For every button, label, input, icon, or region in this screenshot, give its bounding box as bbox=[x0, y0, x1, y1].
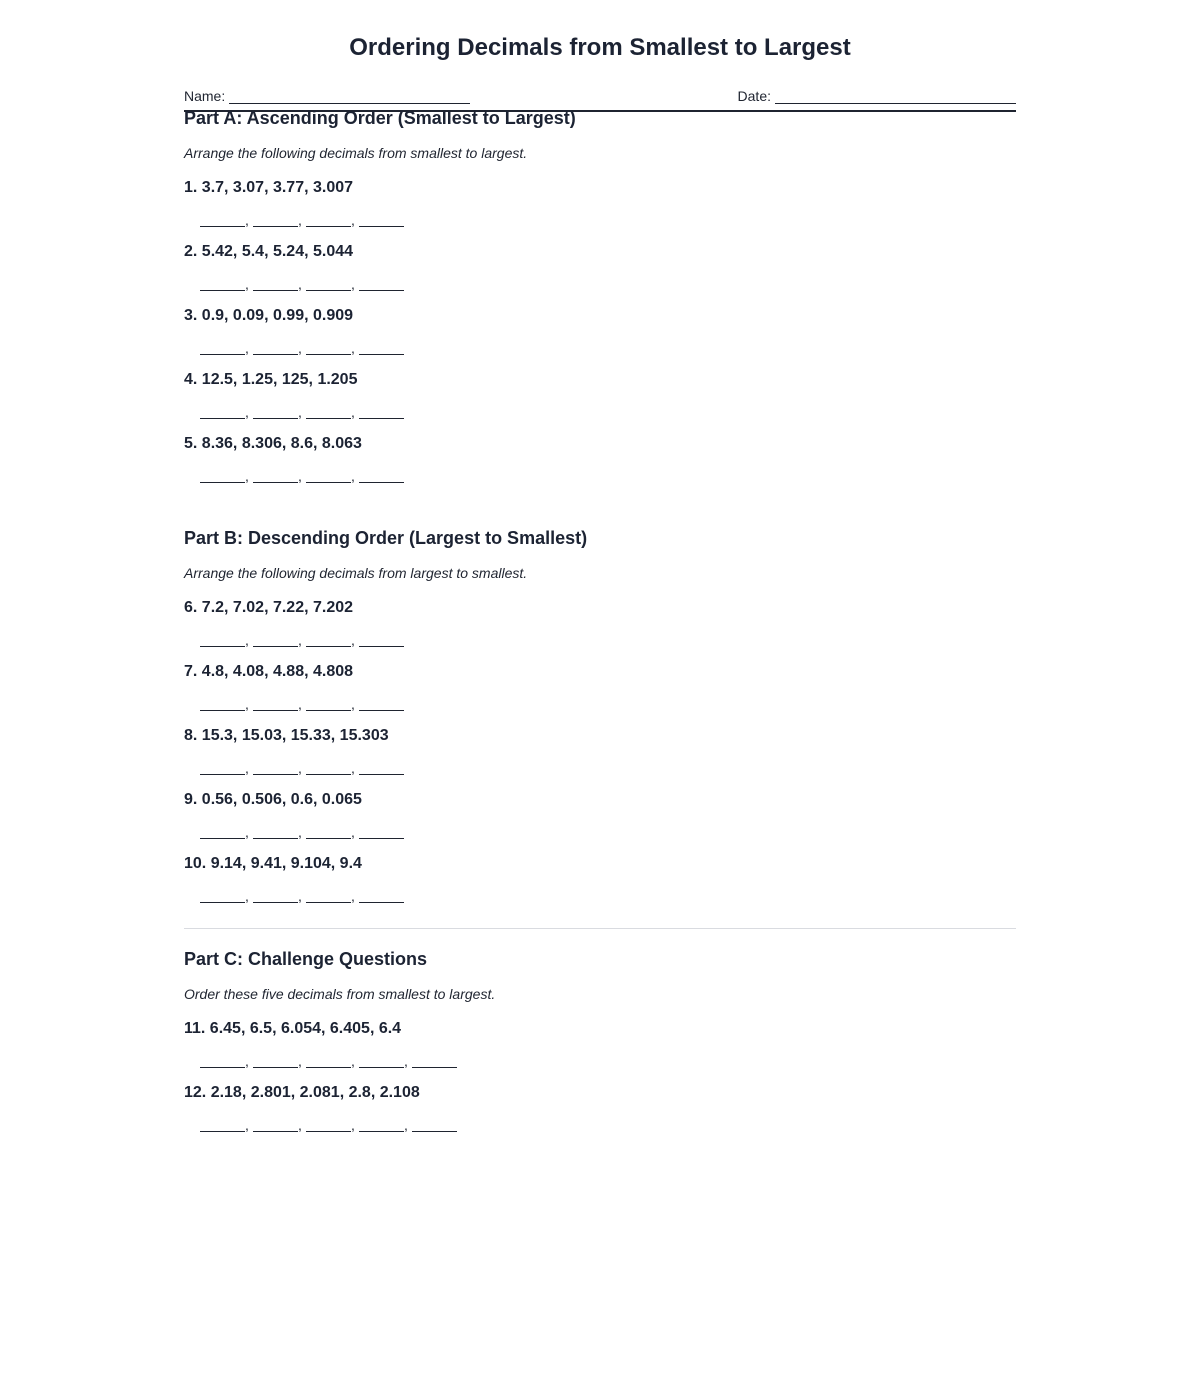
answer-blanks-row bbox=[200, 331, 1016, 355]
answer-blank[interactable] bbox=[200, 824, 245, 839]
section-divider bbox=[184, 928, 1016, 929]
section-part-c bbox=[184, 947, 1016, 1132]
section-title: Part B: Descending Order (Largest to Smallest) bbox=[184, 528, 588, 548]
answer-blank[interactable] bbox=[200, 1117, 245, 1132]
blank-separator: , bbox=[298, 1117, 302, 1133]
answer-blank[interactable] bbox=[253, 824, 298, 839]
answer-blank[interactable] bbox=[306, 824, 351, 839]
answer-blank[interactable] bbox=[306, 696, 351, 711]
blank-separator: , bbox=[351, 824, 355, 840]
question-item bbox=[184, 725, 1016, 775]
answer-blank[interactable] bbox=[359, 760, 404, 775]
answer-blanks-row bbox=[200, 815, 1016, 839]
blank-separator: , bbox=[351, 404, 355, 420]
blank-separator: , bbox=[245, 468, 249, 484]
answer-blank[interactable] bbox=[412, 1053, 457, 1068]
answer-blank[interactable] bbox=[359, 696, 404, 711]
answer-blank[interactable] bbox=[359, 1053, 404, 1068]
question-item bbox=[184, 241, 1016, 291]
blank-separator: , bbox=[351, 1053, 355, 1069]
answer-blank[interactable] bbox=[200, 632, 245, 647]
answer-blank[interactable] bbox=[306, 468, 351, 483]
section-instructions: Arrange the following decimals from smallest to largest. bbox=[184, 145, 528, 161]
question-text: 6. 7.2, 7.02, 7.22, 7.202 bbox=[184, 599, 354, 616]
question-item bbox=[184, 177, 1016, 227]
blank-separator: , bbox=[298, 1053, 302, 1069]
name-blank-line[interactable] bbox=[229, 89, 470, 104]
answer-blank[interactable] bbox=[306, 340, 351, 355]
blank-separator: , bbox=[351, 632, 355, 648]
blank-separator: , bbox=[245, 696, 249, 712]
answer-blanks-row bbox=[200, 267, 1016, 291]
question-item bbox=[184, 1018, 1016, 1068]
answer-blank[interactable] bbox=[200, 696, 245, 711]
answer-blanks-row bbox=[200, 459, 1016, 483]
blank-separator: , bbox=[298, 824, 302, 840]
question-text: 1. 3.7, 3.07, 3.77, 3.007 bbox=[184, 179, 354, 196]
answer-blank[interactable] bbox=[359, 340, 404, 355]
answer-blank[interactable] bbox=[359, 276, 404, 291]
blank-separator: , bbox=[245, 212, 249, 228]
blank-separator: , bbox=[245, 340, 249, 356]
blank-separator: , bbox=[298, 696, 302, 712]
page-title: Ordering Decimals from Smallest to Largest bbox=[349, 34, 851, 61]
blank-separator: , bbox=[298, 404, 302, 420]
blank-separator: , bbox=[298, 340, 302, 356]
answer-blank[interactable] bbox=[253, 1117, 298, 1132]
question-text: 11. 6.45, 6.5, 6.054, 6.405, 6.4 bbox=[184, 1020, 402, 1037]
blank-separator: , bbox=[245, 760, 249, 776]
question-item bbox=[184, 597, 1016, 647]
answer-blank[interactable] bbox=[306, 1053, 351, 1068]
question-text: 7. 4.8, 4.08, 4.88, 4.808 bbox=[184, 663, 354, 680]
question-text: 12. 2.18, 2.801, 2.081, 2.8, 2.108 bbox=[184, 1084, 420, 1101]
blank-separator: , bbox=[298, 468, 302, 484]
blank-separator: , bbox=[245, 1117, 249, 1133]
question-text: 9. 0.56, 0.506, 0.6, 0.065 bbox=[184, 791, 362, 808]
blank-separator: , bbox=[351, 468, 355, 484]
name-label: Name: bbox=[184, 88, 226, 104]
question-item bbox=[184, 853, 1016, 903]
answer-blanks-row bbox=[200, 623, 1016, 647]
answer-blanks-row bbox=[200, 395, 1016, 419]
blank-separator: , bbox=[404, 1053, 408, 1069]
answer-blank[interactable] bbox=[253, 888, 298, 903]
answer-blank[interactable] bbox=[253, 340, 298, 355]
blank-separator: , bbox=[351, 1117, 355, 1133]
answer-blank[interactable] bbox=[253, 696, 298, 711]
blank-separator: , bbox=[351, 696, 355, 712]
answer-blank[interactable] bbox=[253, 404, 298, 419]
question-text: 2. 5.42, 5.4, 5.24, 5.044 bbox=[184, 243, 354, 260]
answer-blank[interactable] bbox=[359, 212, 404, 227]
question-item bbox=[184, 369, 1016, 419]
blank-separator: , bbox=[351, 212, 355, 228]
blank-separator: , bbox=[298, 760, 302, 776]
date-label: Date: bbox=[737, 88, 771, 104]
blank-separator: , bbox=[351, 340, 355, 356]
answer-blank[interactable] bbox=[200, 1053, 245, 1068]
blank-separator: , bbox=[351, 760, 355, 776]
date-field-group bbox=[738, 88, 1016, 104]
blank-separator: , bbox=[298, 888, 302, 904]
blank-separator: , bbox=[245, 888, 249, 904]
answer-blank[interactable] bbox=[253, 468, 298, 483]
blank-separator: , bbox=[245, 632, 249, 648]
name-field-group bbox=[184, 88, 470, 104]
section-part-b bbox=[184, 526, 1016, 903]
answer-blanks-row bbox=[200, 687, 1016, 711]
answer-blank[interactable] bbox=[359, 1117, 404, 1132]
answer-blank[interactable] bbox=[200, 888, 245, 903]
answer-blank[interactable] bbox=[306, 888, 351, 903]
question-text: 3. 0.9, 0.09, 0.99, 0.909 bbox=[184, 307, 354, 324]
answer-blanks-row bbox=[200, 879, 1016, 903]
answer-blank[interactable] bbox=[200, 340, 245, 355]
section-instructions: Arrange the following decimals from largest to smallest. bbox=[184, 565, 528, 581]
blank-separator: , bbox=[351, 888, 355, 904]
answer-blank[interactable] bbox=[253, 632, 298, 647]
answer-blank[interactable] bbox=[253, 212, 298, 227]
answer-blank[interactable] bbox=[359, 468, 404, 483]
blank-separator: , bbox=[245, 824, 249, 840]
answer-blank[interactable] bbox=[306, 1117, 351, 1132]
answer-blank[interactable] bbox=[306, 760, 351, 775]
answer-blank[interactable] bbox=[200, 276, 245, 291]
answer-blank[interactable] bbox=[359, 824, 404, 839]
answer-blank[interactable] bbox=[200, 404, 245, 419]
answer-blank[interactable] bbox=[412, 1117, 457, 1132]
answer-blank[interactable] bbox=[253, 1053, 298, 1068]
answer-blank[interactable] bbox=[359, 888, 404, 903]
question-item bbox=[184, 789, 1016, 839]
section-title: Part A: Ascending Order (Smallest to Largest) bbox=[184, 108, 576, 128]
blank-separator: , bbox=[404, 1117, 408, 1133]
answer-blank[interactable] bbox=[359, 632, 404, 647]
answer-blank[interactable] bbox=[306, 632, 351, 647]
answer-blank[interactable] bbox=[306, 276, 351, 291]
answer-blank[interactable] bbox=[359, 404, 404, 419]
blank-separator: , bbox=[298, 632, 302, 648]
question-text: 10. 9.14, 9.41, 9.104, 9.4 bbox=[184, 855, 362, 872]
answer-blanks-row bbox=[200, 203, 1016, 227]
blank-separator: , bbox=[245, 404, 249, 420]
blank-separator: , bbox=[245, 276, 249, 292]
answer-blanks-row bbox=[200, 1108, 1016, 1132]
answer-blank[interactable] bbox=[253, 760, 298, 775]
question-item bbox=[184, 1082, 1016, 1132]
question-text: 5. 8.36, 8.306, 8.6, 8.063 bbox=[184, 435, 362, 452]
question-item bbox=[184, 661, 1016, 711]
worksheet-page bbox=[184, 0, 1016, 1133]
date-blank-line[interactable] bbox=[775, 89, 1016, 104]
answer-blanks-row bbox=[200, 751, 1016, 775]
section-part-a bbox=[184, 106, 1016, 483]
blank-separator: , bbox=[245, 1053, 249, 1069]
answer-blank[interactable] bbox=[200, 468, 245, 483]
blank-separator: , bbox=[298, 276, 302, 292]
blank-separator: , bbox=[351, 276, 355, 292]
answer-blank[interactable] bbox=[306, 404, 351, 419]
answer-blanks-row bbox=[200, 1044, 1016, 1068]
question-item bbox=[184, 433, 1016, 483]
question-text: 8. 15.3, 15.03, 15.33, 15.303 bbox=[184, 727, 389, 744]
question-text: 4. 12.5, 1.25, 125, 1.205 bbox=[184, 371, 358, 388]
section-instructions: Order these five decimals from smallest to largest. bbox=[184, 986, 496, 1002]
question-item bbox=[184, 305, 1016, 355]
answer-blank[interactable] bbox=[306, 212, 351, 227]
answer-blank[interactable] bbox=[200, 760, 245, 775]
section-title: Part C: Challenge Questions bbox=[184, 949, 428, 969]
blank-separator: , bbox=[298, 212, 302, 228]
answer-blank[interactable] bbox=[200, 212, 245, 227]
answer-blank[interactable] bbox=[253, 276, 298, 291]
